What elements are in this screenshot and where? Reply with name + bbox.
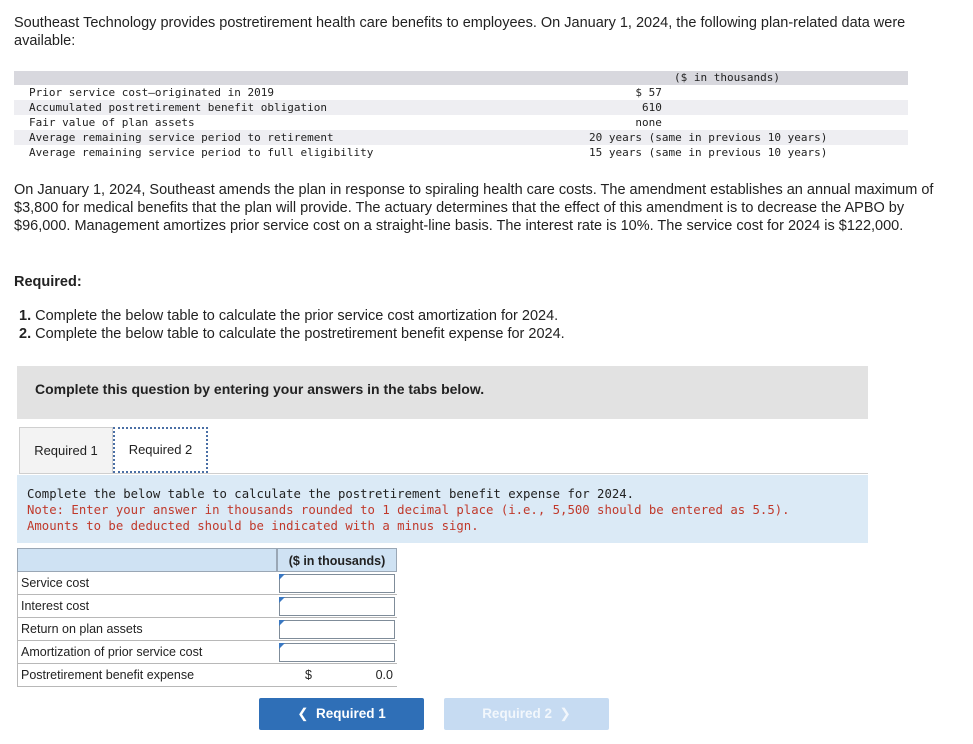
table-row xyxy=(17,618,397,641)
table-row xyxy=(17,641,397,664)
return-on-plan-assets-input[interactable] xyxy=(279,620,395,639)
row-label: Prior service cost—originated in 2019 xyxy=(29,86,275,99)
input-flag-icon xyxy=(279,597,285,603)
row-value: $ 57 xyxy=(589,86,662,99)
table-row xyxy=(17,572,397,595)
total-expense-value: 0.0 xyxy=(375,668,393,682)
tab-divider xyxy=(19,473,868,474)
amortization-label: Amortization of prior service cost xyxy=(17,641,277,664)
plan-data-row xyxy=(14,85,908,100)
plan-data-row xyxy=(14,145,908,160)
plan-data-row xyxy=(14,100,908,115)
input-flag-icon xyxy=(279,643,285,649)
tab-required-2[interactable]: Required 2 xyxy=(113,427,208,473)
total-expense-label: Postretirement benefit expense xyxy=(17,664,277,687)
row-label: Accumulated postretirement benefit obligation xyxy=(29,101,328,114)
row-value: 15 years (same in previous 10 years) xyxy=(589,146,828,159)
banner-text: Complete this question by entering your answers in the tabs below. xyxy=(35,381,485,397)
row-value: 610 xyxy=(589,101,662,114)
next-tab-button[interactable] xyxy=(444,698,609,730)
plan-data-header xyxy=(14,71,908,85)
row-label: Average remaining service period to full eligibility xyxy=(29,146,374,159)
instruction-text: Complete the below table to calculate the postretirement benefit expense for 2024. xyxy=(27,487,635,501)
next-button-label: Required 2 xyxy=(482,706,552,721)
row-label: Average remaining service period to retirement xyxy=(29,131,334,144)
prev-tab-button[interactable] xyxy=(259,698,424,730)
table-row-total xyxy=(17,664,397,687)
tab-instructions xyxy=(17,475,868,543)
instruction-note: Note: Enter your answer in thousands rounded to 1 decimal place (i.e., 5,500 should be entered as 5.5). Amounts to be deducted should be indicated with a minus sign. xyxy=(27,503,790,533)
input-flag-icon xyxy=(279,620,285,626)
input-flag-icon xyxy=(279,574,285,580)
total-expense-cell xyxy=(277,664,397,687)
amendment-paragraph: On January 1, 2024, Southeast amends the plan in response to spiraling health care costs. The amendment establishes an annual maximum of $3,800 for medical benefits that the plan will provide. The actuary determines that the effect of this amendment is to decrease the APBO by $96,000. Management amortizes prior service cost on a straight-line basis. The interest rate is 10%. The service cost for 2024 is $122,000. xyxy=(14,182,934,234)
plan-data-row xyxy=(14,130,908,145)
problem-intro: Southeast Technology provides postretirement health care benefits to employees. On January 1, 2024, the following plan-related data were available: xyxy=(14,15,906,49)
item-text: Complete the below table to calculate the postretirement benefit expense for 2024. xyxy=(31,326,565,342)
interest-cost-input[interactable] xyxy=(279,597,395,616)
return-on-plan-assets-label: Return on plan assets xyxy=(17,618,277,641)
interest-cost-cell xyxy=(277,595,397,618)
instruction-banner xyxy=(17,366,868,419)
required-list xyxy=(19,307,565,343)
item-number: 2. xyxy=(19,326,32,342)
table-row xyxy=(17,595,397,618)
amortization-cell xyxy=(277,641,397,664)
prev-button-label: Required 1 xyxy=(316,706,386,721)
row-value: none xyxy=(589,116,662,129)
service-cost-cell xyxy=(277,572,397,595)
chevron-left-icon: ❮ xyxy=(297,706,309,721)
item-text: Complete the below table to calculate the prior service cost amortization for 2024. xyxy=(31,308,559,324)
required-item xyxy=(19,325,565,343)
amortization-input[interactable] xyxy=(279,643,395,662)
service-cost-label: Service cost xyxy=(17,572,277,595)
required-item xyxy=(19,307,565,325)
interest-cost-label: Interest cost xyxy=(17,595,277,618)
tab-required-1[interactable]: Required 1 xyxy=(19,427,113,473)
item-number: 1. xyxy=(19,308,32,324)
required-title: Required: xyxy=(14,274,82,290)
currency-symbol: $ xyxy=(305,668,312,682)
service-cost-input[interactable] xyxy=(279,574,395,593)
row-label: Fair value of plan assets xyxy=(29,116,195,129)
plan-data-table xyxy=(14,71,908,160)
return-on-plan-assets-cell xyxy=(277,618,397,641)
chevron-right-icon: ❯ xyxy=(559,706,571,721)
unit-header: ($ in thousands) xyxy=(674,71,780,84)
answer-table-header-blank xyxy=(17,548,277,572)
answer-table-header: ($ in thousands) xyxy=(277,548,397,572)
row-value: 20 years (same in previous 10 years) xyxy=(589,131,828,144)
plan-data-row xyxy=(14,115,908,130)
